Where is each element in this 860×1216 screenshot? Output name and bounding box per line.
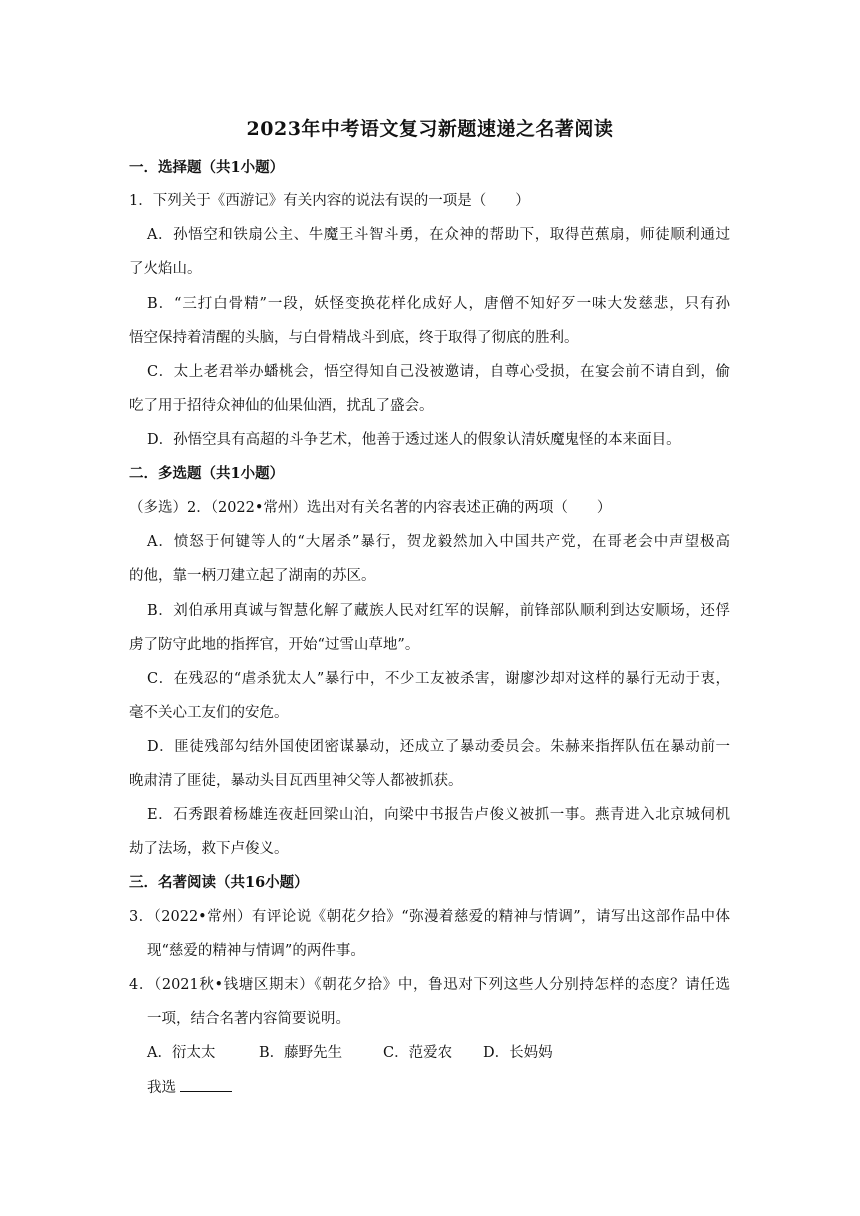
q2-option-c-line2: 毫不关心工友们的安危。 <box>129 705 289 721</box>
question-4-line1: 4．（2021秋•钱塘区期末）《朝花夕拾》中，鲁迅对下列这些人分别持怎样的态度？请任选 <box>129 977 730 993</box>
q2-option-a-line2: 的他，靠一柄刀建立起了湖南的苏区。 <box>129 568 376 584</box>
document-title: 2023年中考语文复习新题速递之名著阅读 <box>246 118 614 140</box>
q4-option-b: B．藤野先生 <box>259 1045 343 1061</box>
q1-option-a-line2: 了火焰山。 <box>129 261 202 277</box>
q4-option-a: A．衍太太 <box>147 1045 216 1061</box>
q1-option-b-line2: 悟空保持着清醒的头脑，与白骨精战斗到底，终于取得了彻底的胜利。 <box>129 330 579 346</box>
q2-option-c-line1: C．在残忍的“虐杀犹太人”暴行中，不少工友被杀害，谢廖沙却对这样的暴行无动于衷， <box>147 671 730 687</box>
question-1-stem: 1．下列关于《西游记》有关内容的说法有误的一项是（ ） <box>129 193 530 209</box>
question-3-line1: 3．（2022•常州）有评论说《朝花夕拾》“弥漫着慈爱的精神与情调”，请写出这部作品中体 <box>129 909 730 925</box>
q1-option-a-line1: A．孙悟空和铁扇公主、牛魔王斗智斗勇，在众神的帮助下，取得芭蕉扇，师徒顺利通过 <box>147 227 730 243</box>
q1-option-b-line1: B．“三打白骨精”一段，妖怪变换花样化成好人，唐僧不知好歹一味大发慈悲，只有孙 <box>147 296 730 312</box>
q1-option-d: D．孙悟空具有高超的斗争艺术，他善于透过迷人的假象认清妖魔鬼怪的本来面目。 <box>147 432 681 448</box>
q4-choose-label: 我选 <box>147 1080 176 1096</box>
q4-options-row <box>147 1043 553 1063</box>
question-3-line2: 现“慈爱的精神与情调”的两件事。 <box>147 943 365 959</box>
q2-option-d-line2: 晚肃清了匪徒，暴动头目瓦西里神父等人都被抓获。 <box>129 773 463 789</box>
question-4-line2: 一项，结合名著内容简要说明。 <box>147 1011 350 1027</box>
answer-blank[interactable] <box>180 1077 232 1092</box>
q2-option-b-line2: 虏了防守此地的指挥官，开始“过雪山草地”。 <box>129 637 420 653</box>
q1-option-c-line1: C．太上老君举办蟠桃会，悟空得知自己没被邀请，自尊心受损，在宴会前不请自到，偷 <box>147 364 730 380</box>
q2-option-b-line1: B．刘伯承用真诚与智慧化解了藏族人民对红军的误解，前锋部队顺利到达安顺场，还俘 <box>147 603 730 619</box>
section-heading-multi: 二．多选题（共1小题） <box>129 465 285 482</box>
q2-option-a-line1: A．愤怒于何键等人的“大屠杀”暴行，贺龙毅然加入中国共产党，在哥老会中声望极高 <box>147 534 730 550</box>
section-heading-reading: 三．名著阅读（共16小题） <box>129 874 309 891</box>
q2-option-e-line1: E．石秀跟着杨雄连夜赶回梁山泊，向梁中书报告卢俊义被抓一事。燕青进入北京城伺机 <box>147 807 730 823</box>
q4-choose-row <box>147 1077 232 1098</box>
q4-option-c: C．范爱农 <box>383 1045 453 1061</box>
q1-option-c-line2: 吃了用于招待众神仙的仙果仙酒，扰乱了盛会。 <box>129 398 434 414</box>
q2-option-d-line1: D．匪徒残部勾结外国使团密谋暴动，还成立了暴动委员会。朱赫来指挥队伍在暴动前一 <box>147 739 730 755</box>
section-heading-choice: 一．选择题（共1小题） <box>129 159 285 176</box>
q4-option-d: D．长妈妈 <box>483 1045 553 1061</box>
q2-option-e-line2: 劫了法场，救下卢俊义。 <box>129 841 289 857</box>
question-2-stem: （多选）2．（2022•常州）选出对有关名著的内容表述正确的两项（ ） <box>129 500 612 516</box>
